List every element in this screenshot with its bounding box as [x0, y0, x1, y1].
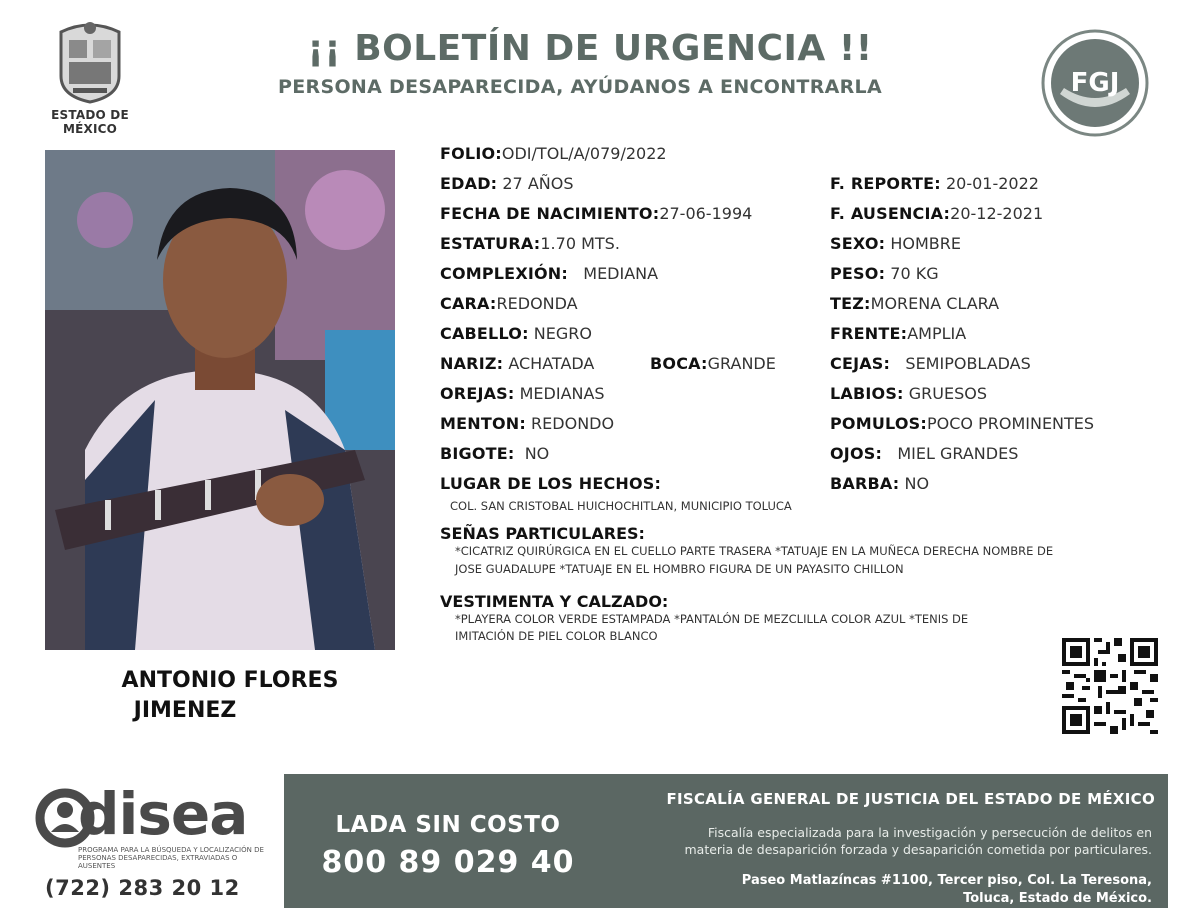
fgj-logo-text: FGJ — [1070, 68, 1120, 98]
field-value: SEMIPOBLADAS — [905, 354, 1031, 373]
vestimenta-line2: IMITACIÓN DE PIEL COLOR BLANCO — [455, 629, 658, 643]
fiscalia-desc-line2: materia de desaparición forzada y desaparición cometida por particulares. — [684, 842, 1152, 857]
fgj-logo — [1040, 28, 1150, 138]
qr-code[interactable] — [1062, 638, 1158, 734]
field-labios — [830, 384, 987, 404]
fiscalia-description — [600, 824, 1152, 858]
field-label: F. REPORTE: — [830, 174, 941, 193]
field-label: CEJAS: — [830, 354, 891, 373]
field-value: 70 KG — [890, 264, 939, 283]
person-name — [60, 666, 400, 726]
field-nacimiento — [440, 204, 752, 224]
field-lugar-value: COL. SAN CRISTOBAL HUICHOCHITLAN, MUNICIPIO TOLUCA — [450, 499, 792, 513]
vestimenta-label: VESTIMENTA Y CALZADO: — [440, 592, 669, 611]
estado-de-mexico-label: ESTADO DE MÉXICO — [51, 108, 129, 136]
field-cejas — [830, 354, 1031, 374]
field-value: NO — [524, 444, 550, 463]
field-label: SEXO: — [830, 234, 886, 253]
field-cara — [440, 294, 578, 314]
field-value: HOMBRE — [890, 234, 961, 253]
field-label: NARIZ: — [440, 354, 504, 373]
field-complexion — [440, 264, 658, 284]
field-value: POCO PROMINENTES — [927, 414, 1095, 433]
field-f-reporte — [830, 174, 1039, 194]
person-photo — [45, 150, 395, 650]
field-label: BIGOTE: — [440, 444, 515, 463]
field-ojos — [830, 444, 1018, 464]
field-value: MEDIANAS — [519, 384, 605, 403]
fiscalia-address — [620, 872, 1152, 908]
vestimenta-line1: *PLAYERA COLOR VERDE ESTAMPADA *PANTALÓN DE MEZCLILLA COLOR AZUL *TENIS DE — [455, 612, 969, 626]
senas-label: SEÑAS PARTICULARES: — [440, 524, 645, 543]
field-frente — [830, 324, 966, 344]
field-value: 20-01-2022 — [945, 174, 1039, 193]
field-value: NEGRO — [533, 324, 592, 343]
field-value: ODI/TOL/A/079/2022 — [501, 144, 667, 163]
field-value: MEDIANA — [583, 264, 659, 283]
field-value: REDONDO — [531, 414, 615, 433]
field-label: FECHA DE NACIMIENTO: — [440, 204, 660, 223]
senas-line2: JOSE GUADALUPE *TATUAJE EN EL HOMBRO FIGURA DE UN PAYASITO CHILLON — [455, 562, 904, 576]
field-label: BARBA: — [830, 474, 900, 493]
field-menton — [440, 414, 614, 434]
field-label: OREJAS: — [440, 384, 515, 403]
field-value: MIEL GRANDES — [897, 444, 1019, 463]
field-lugar-label — [440, 474, 661, 494]
field-sexo — [830, 234, 961, 254]
field-value: 20-12-2021 — [950, 204, 1044, 223]
field-edad — [440, 174, 573, 194]
field-value: 27 AÑOS — [502, 174, 574, 193]
field-pomulos — [830, 414, 1094, 434]
field-folio — [440, 144, 667, 164]
field-label: TEZ: — [830, 294, 871, 313]
field-cabello — [440, 324, 592, 344]
senas-line1: *CICATRIZ QUIRÚRGICA EN EL CUELLO PARTE TRASERA *TATUAJE EN LA MUÑECA DERECHA NOMBRE DE — [455, 544, 1054, 558]
field-label: ESTATURA: — [440, 234, 541, 253]
estado-de-mexico-logo — [30, 18, 150, 136]
field-bigote — [440, 444, 549, 464]
fiscalia-title: FISCALÍA GENERAL DE JUSTICIA DEL ESTADO DE MÉXICO — [666, 790, 1155, 808]
odisea-wordmark: disea — [78, 780, 248, 848]
field-value: 27-06-1994 — [659, 204, 753, 223]
field-label: F. AUSENCIA: — [830, 204, 951, 223]
field-nariz — [440, 354, 594, 374]
field-label: COMPLEXIÓN: — [440, 264, 568, 283]
field-label: FOLIO: — [440, 144, 502, 163]
field-label: OJOS: — [830, 444, 883, 463]
field-boca — [650, 354, 776, 374]
field-label: EDAD: — [440, 174, 498, 193]
field-value: ACHATADA — [508, 354, 595, 373]
lada-phone-number[interactable]: 800 89 029 40 — [321, 845, 575, 880]
field-barba — [830, 474, 929, 494]
field-orejas — [440, 384, 605, 404]
address-line1: Paseo Matlazíncas #1100, Tercer piso, Col. La Teresona, — [741, 873, 1152, 888]
coat-of-arms-icon — [51, 18, 129, 104]
field-value: AMPLIA — [907, 324, 967, 343]
bulletin-title: ¡¡ BOLETÍN DE URGENCIA !! — [307, 28, 873, 69]
fiscalia-desc-line1: Fiscalía especializada para la investigación y persecución de delitos en — [707, 825, 1152, 840]
field-label: MENTON: — [440, 414, 526, 433]
address-line2: Toluca, Estado de México. — [963, 891, 1152, 906]
field-label: FRENTE: — [830, 324, 908, 343]
field-label: PESO: — [830, 264, 886, 283]
field-label: CABELLO: — [440, 324, 529, 343]
field-estatura — [440, 234, 620, 254]
field-label: BOCA: — [650, 354, 708, 373]
field-label: POMULOS: — [830, 414, 927, 433]
field-value: REDONDA — [496, 294, 578, 313]
odisea-program-text: PROGRAMA PARA LA BÚSQUEDA Y LOCALIZACIÓN DE PERSONAS DESAPARECIDAS, EXTRAVIADAS O AUSENTES — [78, 846, 264, 870]
field-value: GRANDE — [707, 354, 776, 373]
field-tez — [830, 294, 999, 314]
person-name-line1: ANTONIO FLORES — [121, 668, 339, 693]
field-value: MORENA CLARA — [870, 294, 1000, 313]
field-value: GRUESOS — [908, 384, 987, 403]
field-label: LUGAR DE LOS HECHOS: — [440, 474, 662, 493]
field-f-ausencia — [830, 204, 1043, 224]
odisea-phone[interactable]: (722) 283 20 12 — [45, 876, 240, 900]
bulletin-subtitle: PERSONA DESAPARECIDA, AYÚDANOS A ENCONTRARLA — [278, 76, 882, 98]
field-peso — [830, 264, 939, 284]
field-value: 1.70 MTS. — [540, 234, 620, 253]
field-value: NO — [904, 474, 930, 493]
person-name-line2: JIMENEZ — [133, 698, 237, 723]
lada-sin-costo-label: LADA SIN COSTO — [335, 812, 561, 838]
field-label: LABIOS: — [830, 384, 904, 403]
field-label: CARA: — [440, 294, 497, 313]
